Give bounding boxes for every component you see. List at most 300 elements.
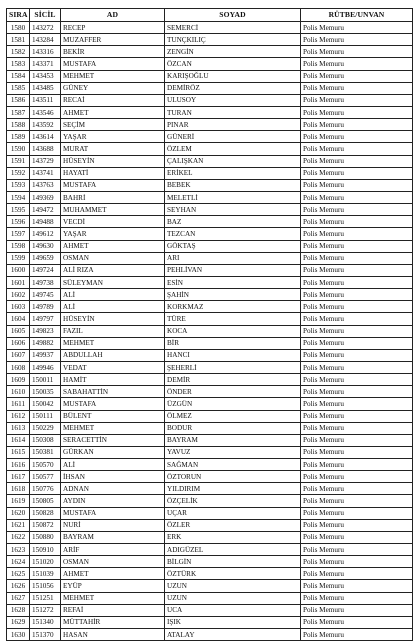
table-row — [7, 155, 413, 167]
ad-cell: HÜSEYİN — [61, 155, 165, 167]
table-row — [7, 143, 413, 155]
table-row — [7, 179, 413, 191]
sicil-cell: 151020 — [30, 556, 61, 568]
rutbe-unvan-cell: Polis Memuru — [301, 544, 413, 556]
soyad-cell: DEMİRÖZ — [165, 82, 301, 94]
table-row — [7, 301, 413, 313]
sira-cell: 1581 — [7, 34, 30, 46]
table-row — [7, 82, 413, 94]
soyad-cell: ATALAY — [165, 629, 301, 641]
rutbe-unvan-cell: Polis Memuru — [301, 604, 413, 616]
sira-cell: 1605 — [7, 325, 30, 337]
sira-cell: 1608 — [7, 361, 30, 373]
soyad-cell: ULUSOY — [165, 94, 301, 106]
header-ad: AD — [61, 9, 165, 22]
soyad-cell: ÖZTÜRK — [165, 568, 301, 580]
ad-cell: MUSTAFA — [61, 58, 165, 70]
sira-cell: 1594 — [7, 191, 30, 203]
table-row — [7, 629, 413, 641]
ad-cell: NURİ — [61, 519, 165, 531]
table-row — [7, 313, 413, 325]
rutbe-unvan-cell: Polis Memuru — [301, 22, 413, 34]
ad-cell: HAYATİ — [61, 167, 165, 179]
soyad-cell: TÜRE — [165, 313, 301, 325]
sira-cell: 1595 — [7, 204, 30, 216]
rutbe-unvan-cell: Polis Memuru — [301, 131, 413, 143]
sicil-cell: 143453 — [30, 70, 61, 82]
ad-cell: BAYRAM — [61, 531, 165, 543]
rutbe-unvan-cell: Polis Memuru — [301, 58, 413, 70]
rutbe-unvan-cell: Polis Memuru — [301, 94, 413, 106]
sicil-cell: 150229 — [30, 422, 61, 434]
table-row — [7, 240, 413, 252]
rutbe-unvan-cell: Polis Memuru — [301, 434, 413, 446]
soyad-cell: BODUR — [165, 422, 301, 434]
sicil-cell: 150381 — [30, 446, 61, 458]
soyad-cell: IŞIK — [165, 616, 301, 628]
soyad-cell: ÜZGÜN — [165, 398, 301, 410]
rutbe-unvan-cell: Polis Memuru — [301, 580, 413, 592]
soyad-cell: DEMİR — [165, 374, 301, 386]
sira-cell: 1615 — [7, 446, 30, 458]
rutbe-unvan-cell: Polis Memuru — [301, 276, 413, 288]
ad-cell: ABDULLAH — [61, 349, 165, 361]
rutbe-unvan-cell: Polis Memuru — [301, 361, 413, 373]
sicil-cell: 149369 — [30, 191, 61, 203]
soyad-cell: UCA — [165, 604, 301, 616]
rutbe-unvan-cell: Polis Memuru — [301, 325, 413, 337]
sicil-cell: 149472 — [30, 204, 61, 216]
sira-cell: 1592 — [7, 167, 30, 179]
ad-cell: BEKİR — [61, 46, 165, 58]
sira-cell: 1609 — [7, 374, 30, 386]
rutbe-unvan-cell: Polis Memuru — [301, 459, 413, 471]
ad-cell: RECEP — [61, 22, 165, 34]
sicil-cell: 149488 — [30, 216, 61, 228]
table-row — [7, 568, 413, 580]
table-row — [7, 386, 413, 398]
sira-cell: 1601 — [7, 276, 30, 288]
soyad-cell: ERK — [165, 531, 301, 543]
sicil-cell: 150828 — [30, 507, 61, 519]
ad-cell: ARİF — [61, 544, 165, 556]
table-row — [7, 374, 413, 386]
sicil-cell: 150042 — [30, 398, 61, 410]
table-row — [7, 46, 413, 58]
soyad-cell: ARI — [165, 252, 301, 264]
sicil-cell: 149630 — [30, 240, 61, 252]
table-row — [7, 131, 413, 143]
rutbe-unvan-cell: Polis Memuru — [301, 337, 413, 349]
sira-cell: 1604 — [7, 313, 30, 325]
ad-cell: AHMET — [61, 240, 165, 252]
ad-cell: MUSTAFA — [61, 507, 165, 519]
sicil-cell: 150776 — [30, 483, 61, 495]
table-row — [7, 191, 413, 203]
table-header — [7, 9, 413, 22]
sira-cell: 1597 — [7, 228, 30, 240]
table-row — [7, 592, 413, 604]
table-row — [7, 459, 413, 471]
sicil-cell: 143316 — [30, 46, 61, 58]
rutbe-unvan-cell: Polis Memuru — [301, 313, 413, 325]
rutbe-unvan-cell: Polis Memuru — [301, 228, 413, 240]
sicil-cell: 150880 — [30, 531, 61, 543]
soyad-cell: ŞEHERLİ — [165, 361, 301, 373]
sira-cell: 1629 — [7, 616, 30, 628]
ad-cell: MUZAFFER — [61, 34, 165, 46]
rutbe-unvan-cell: Polis Memuru — [301, 34, 413, 46]
sira-cell: 1600 — [7, 264, 30, 276]
sira-cell: 1606 — [7, 337, 30, 349]
sira-cell: 1628 — [7, 604, 30, 616]
soyad-cell: BAZ — [165, 216, 301, 228]
ad-cell: MUSTAFA — [61, 398, 165, 410]
soyad-cell: ÖLMEZ — [165, 410, 301, 422]
soyad-cell: GÖKTAŞ — [165, 240, 301, 252]
soyad-cell: SAĞMAN — [165, 459, 301, 471]
table-row — [7, 556, 413, 568]
rutbe-unvan-cell: Polis Memuru — [301, 106, 413, 118]
sira-cell: 1602 — [7, 289, 30, 301]
rutbe-unvan-cell: Polis Memuru — [301, 155, 413, 167]
sira-cell: 1623 — [7, 544, 30, 556]
table-row — [7, 204, 413, 216]
soyad-cell: ÇALIŞKAN — [165, 155, 301, 167]
ad-cell: MEHMET — [61, 70, 165, 82]
rutbe-unvan-cell: Polis Memuru — [301, 46, 413, 58]
sira-cell: 1611 — [7, 398, 30, 410]
sira-cell: 1598 — [7, 240, 30, 252]
soyad-cell: TURAN — [165, 106, 301, 118]
rutbe-unvan-cell: Polis Memuru — [301, 349, 413, 361]
sira-cell: 1618 — [7, 483, 30, 495]
table-row — [7, 398, 413, 410]
rutbe-unvan-cell: Polis Memuru — [301, 398, 413, 410]
soyad-cell: BİLGİN — [165, 556, 301, 568]
sira-cell: 1590 — [7, 143, 30, 155]
table-row — [7, 216, 413, 228]
sicil-cell: 149882 — [30, 337, 61, 349]
sira-cell: 1622 — [7, 531, 30, 543]
soyad-cell: ÖZLEM — [165, 143, 301, 155]
sicil-cell: 149823 — [30, 325, 61, 337]
table-row — [7, 349, 413, 361]
soyad-cell: PINAR — [165, 119, 301, 131]
sicil-cell: 149745 — [30, 289, 61, 301]
ad-cell: ADNAN — [61, 483, 165, 495]
ad-cell: GÜNEY — [61, 82, 165, 94]
soyad-cell: ÖZCAN — [165, 58, 301, 70]
table-row — [7, 434, 413, 446]
table-row — [7, 446, 413, 458]
sicil-cell: 149946 — [30, 361, 61, 373]
rutbe-unvan-cell: Polis Memuru — [301, 70, 413, 82]
table-row — [7, 604, 413, 616]
ad-cell: MUSTAFA — [61, 179, 165, 191]
rutbe-unvan-cell: Polis Memuru — [301, 410, 413, 422]
ad-cell: OSMAN — [61, 252, 165, 264]
table-row — [7, 507, 413, 519]
sicil-cell: 143511 — [30, 94, 61, 106]
ad-cell: MEHMET — [61, 337, 165, 349]
ad-cell: ALİ RIZA — [61, 264, 165, 276]
rutbe-unvan-cell: Polis Memuru — [301, 240, 413, 252]
soyad-cell: SEMERCİ — [165, 22, 301, 34]
sicil-cell: 143546 — [30, 106, 61, 118]
ad-cell: MUHAMMET — [61, 204, 165, 216]
soyad-cell: BEBEK — [165, 179, 301, 191]
table-row — [7, 616, 413, 628]
ad-cell: FAZIL — [61, 325, 165, 337]
ad-cell: MURAT — [61, 143, 165, 155]
soyad-cell: YILDIRIM — [165, 483, 301, 495]
sicil-cell: 150872 — [30, 519, 61, 531]
soyad-cell: ÖZLER — [165, 519, 301, 531]
sira-cell: 1627 — [7, 592, 30, 604]
table-row — [7, 70, 413, 82]
table-row — [7, 471, 413, 483]
sira-cell: 1624 — [7, 556, 30, 568]
ad-cell: EYÜP — [61, 580, 165, 592]
sira-cell: 1580 — [7, 22, 30, 34]
sira-cell: 1626 — [7, 580, 30, 592]
sicil-cell: 151039 — [30, 568, 61, 580]
sicil-cell: 151370 — [30, 629, 61, 641]
sira-cell: 1625 — [7, 568, 30, 580]
ad-cell: YAŞAR — [61, 131, 165, 143]
table-body — [7, 22, 413, 641]
rutbe-unvan-cell: Polis Memuru — [301, 289, 413, 301]
rutbe-unvan-cell: Polis Memuru — [301, 374, 413, 386]
soyad-cell: GÜNERİ — [165, 131, 301, 143]
table-row — [7, 361, 413, 373]
rutbe-unvan-cell: Polis Memuru — [301, 495, 413, 507]
ad-cell: HAMİT — [61, 374, 165, 386]
soyad-cell: ERİKEL — [165, 167, 301, 179]
sira-cell: 1616 — [7, 459, 30, 471]
rutbe-unvan-cell: Polis Memuru — [301, 507, 413, 519]
sicil-cell: 143688 — [30, 143, 61, 155]
ad-cell: İHSAN — [61, 471, 165, 483]
soyad-cell: HANCI — [165, 349, 301, 361]
rutbe-unvan-cell: Polis Memuru — [301, 119, 413, 131]
sicil-cell: 143485 — [30, 82, 61, 94]
sicil-cell: 143284 — [30, 34, 61, 46]
sicil-cell: 151340 — [30, 616, 61, 628]
sicil-cell: 151251 — [30, 592, 61, 604]
ad-cell: ALİ — [61, 459, 165, 471]
sira-cell: 1587 — [7, 106, 30, 118]
sira-cell: 1589 — [7, 131, 30, 143]
soyad-cell: ZENGİN — [165, 46, 301, 58]
sira-cell: 1585 — [7, 82, 30, 94]
sira-cell: 1591 — [7, 155, 30, 167]
sicil-cell: 150805 — [30, 495, 61, 507]
ad-cell: MÜTTAHİR — [61, 616, 165, 628]
sicil-cell: 149659 — [30, 252, 61, 264]
sira-cell: 1617 — [7, 471, 30, 483]
sicil-cell: 143371 — [30, 58, 61, 70]
ad-cell: GÜRKAN — [61, 446, 165, 458]
ad-cell: VECDİ — [61, 216, 165, 228]
rutbe-unvan-cell: Polis Memuru — [301, 471, 413, 483]
soyad-cell: ESİN — [165, 276, 301, 288]
soyad-cell: SEYHAN — [165, 204, 301, 216]
sira-cell: 1619 — [7, 495, 30, 507]
sicil-cell: 150570 — [30, 459, 61, 471]
sicil-cell: 150577 — [30, 471, 61, 483]
soyad-cell: UÇAR — [165, 507, 301, 519]
table-row — [7, 94, 413, 106]
sira-cell: 1599 — [7, 252, 30, 264]
sira-cell: 1603 — [7, 301, 30, 313]
sicil-cell: 149612 — [30, 228, 61, 240]
ad-cell: AHMET — [61, 106, 165, 118]
ad-cell: SÜLEYMAN — [61, 276, 165, 288]
table-row — [7, 252, 413, 264]
sicil-cell: 149797 — [30, 313, 61, 325]
header-row — [7, 9, 413, 22]
sira-cell: 1610 — [7, 386, 30, 398]
soyad-cell: ÖNDER — [165, 386, 301, 398]
ad-cell: REFAİ — [61, 604, 165, 616]
sira-cell: 1613 — [7, 422, 30, 434]
ad-cell: BAHRİ — [61, 191, 165, 203]
table-row — [7, 228, 413, 240]
soyad-cell: YAVUZ — [165, 446, 301, 458]
sicil-cell: 143272 — [30, 22, 61, 34]
sira-cell: 1607 — [7, 349, 30, 361]
soyad-cell: PEHLİVAN — [165, 264, 301, 276]
header-sira: SIRA — [7, 9, 30, 22]
rutbe-unvan-cell: Polis Memuru — [301, 301, 413, 313]
ad-cell: AHMET — [61, 568, 165, 580]
sira-cell: 1630 — [7, 629, 30, 641]
ad-cell: SERACETTİN — [61, 434, 165, 446]
sira-cell: 1596 — [7, 216, 30, 228]
ad-cell: OSMAN — [61, 556, 165, 568]
rutbe-unvan-cell: Polis Memuru — [301, 179, 413, 191]
sira-cell: 1620 — [7, 507, 30, 519]
table-row — [7, 58, 413, 70]
soyad-cell: ŞAHİN — [165, 289, 301, 301]
rutbe-unvan-cell: Polis Memuru — [301, 556, 413, 568]
rutbe-unvan-cell: Polis Memuru — [301, 167, 413, 179]
ad-cell: HASAN — [61, 629, 165, 641]
soyad-cell: BİR — [165, 337, 301, 349]
table-row — [7, 580, 413, 592]
ad-cell: MEHMET — [61, 422, 165, 434]
table-row — [7, 495, 413, 507]
table-row — [7, 106, 413, 118]
header-soyad: SOYAD — [165, 9, 301, 22]
ad-cell: BÜLENT — [61, 410, 165, 422]
soyad-cell: ADIGÜZEL — [165, 544, 301, 556]
rutbe-unvan-cell: Polis Memuru — [301, 82, 413, 94]
table-row — [7, 519, 413, 531]
rutbe-unvan-cell: Polis Memuru — [301, 422, 413, 434]
soyad-cell: KORKMAZ — [165, 301, 301, 313]
table-row — [7, 483, 413, 495]
rutbe-unvan-cell: Polis Memuru — [301, 252, 413, 264]
ad-cell: HÜSEYİN — [61, 313, 165, 325]
rutbe-unvan-cell: Polis Memuru — [301, 264, 413, 276]
table-row — [7, 34, 413, 46]
sira-cell: 1588 — [7, 119, 30, 131]
table-row — [7, 531, 413, 543]
rutbe-unvan-cell: Polis Memuru — [301, 204, 413, 216]
rutbe-unvan-cell: Polis Memuru — [301, 143, 413, 155]
sira-cell: 1593 — [7, 179, 30, 191]
personnel-table — [6, 8, 413, 641]
sicil-cell: 149789 — [30, 301, 61, 313]
sicil-cell: 150011 — [30, 374, 61, 386]
rutbe-unvan-cell: Polis Memuru — [301, 191, 413, 203]
soyad-cell: ÖZTORUN — [165, 471, 301, 483]
ad-cell: MEHMET — [61, 592, 165, 604]
rutbe-unvan-cell: Polis Memuru — [301, 386, 413, 398]
ad-cell: VEDAT — [61, 361, 165, 373]
sicil-cell: 143614 — [30, 131, 61, 143]
rutbe-unvan-cell: Polis Memuru — [301, 568, 413, 580]
sicil-cell: 143729 — [30, 155, 61, 167]
sira-cell: 1582 — [7, 46, 30, 58]
sicil-cell: 150308 — [30, 434, 61, 446]
table-row — [7, 22, 413, 34]
sira-cell: 1612 — [7, 410, 30, 422]
soyad-cell: KOCA — [165, 325, 301, 337]
ad-cell: SEÇİM — [61, 119, 165, 131]
table-row — [7, 119, 413, 131]
table-row — [7, 410, 413, 422]
soyad-cell: UZUN — [165, 580, 301, 592]
ad-cell: YAŞAR — [61, 228, 165, 240]
soyad-cell: ÖZÇELİK — [165, 495, 301, 507]
rutbe-unvan-cell: Polis Memuru — [301, 483, 413, 495]
sira-cell: 1583 — [7, 58, 30, 70]
sicil-cell: 150111 — [30, 410, 61, 422]
sicil-cell: 151056 — [30, 580, 61, 592]
soyad-cell: BAYRAM — [165, 434, 301, 446]
rutbe-unvan-cell: Polis Memuru — [301, 519, 413, 531]
soyad-cell: TEZCAN — [165, 228, 301, 240]
sicil-cell: 149724 — [30, 264, 61, 276]
sicil-cell: 143763 — [30, 179, 61, 191]
ad-cell: ALİ — [61, 301, 165, 313]
sira-cell: 1586 — [7, 94, 30, 106]
sicil-cell: 149937 — [30, 349, 61, 361]
table-row — [7, 422, 413, 434]
table-row — [7, 167, 413, 179]
sicil-cell: 151272 — [30, 604, 61, 616]
rutbe-unvan-cell: Polis Memuru — [301, 629, 413, 641]
table-row — [7, 325, 413, 337]
sicil-cell: 143592 — [30, 119, 61, 131]
ad-cell: SABAHATTİN — [61, 386, 165, 398]
sira-cell: 1614 — [7, 434, 30, 446]
soyad-cell: TUNÇKILIÇ — [165, 34, 301, 46]
rutbe-unvan-cell: Polis Memuru — [301, 592, 413, 604]
ad-cell: AYDIN — [61, 495, 165, 507]
soyad-cell: UZUN — [165, 592, 301, 604]
table-row — [7, 289, 413, 301]
ad-cell: RECAİ — [61, 94, 165, 106]
table-row — [7, 544, 413, 556]
sicil-cell: 150035 — [30, 386, 61, 398]
table-row — [7, 276, 413, 288]
soyad-cell: KARIŞOĞLU — [165, 70, 301, 82]
